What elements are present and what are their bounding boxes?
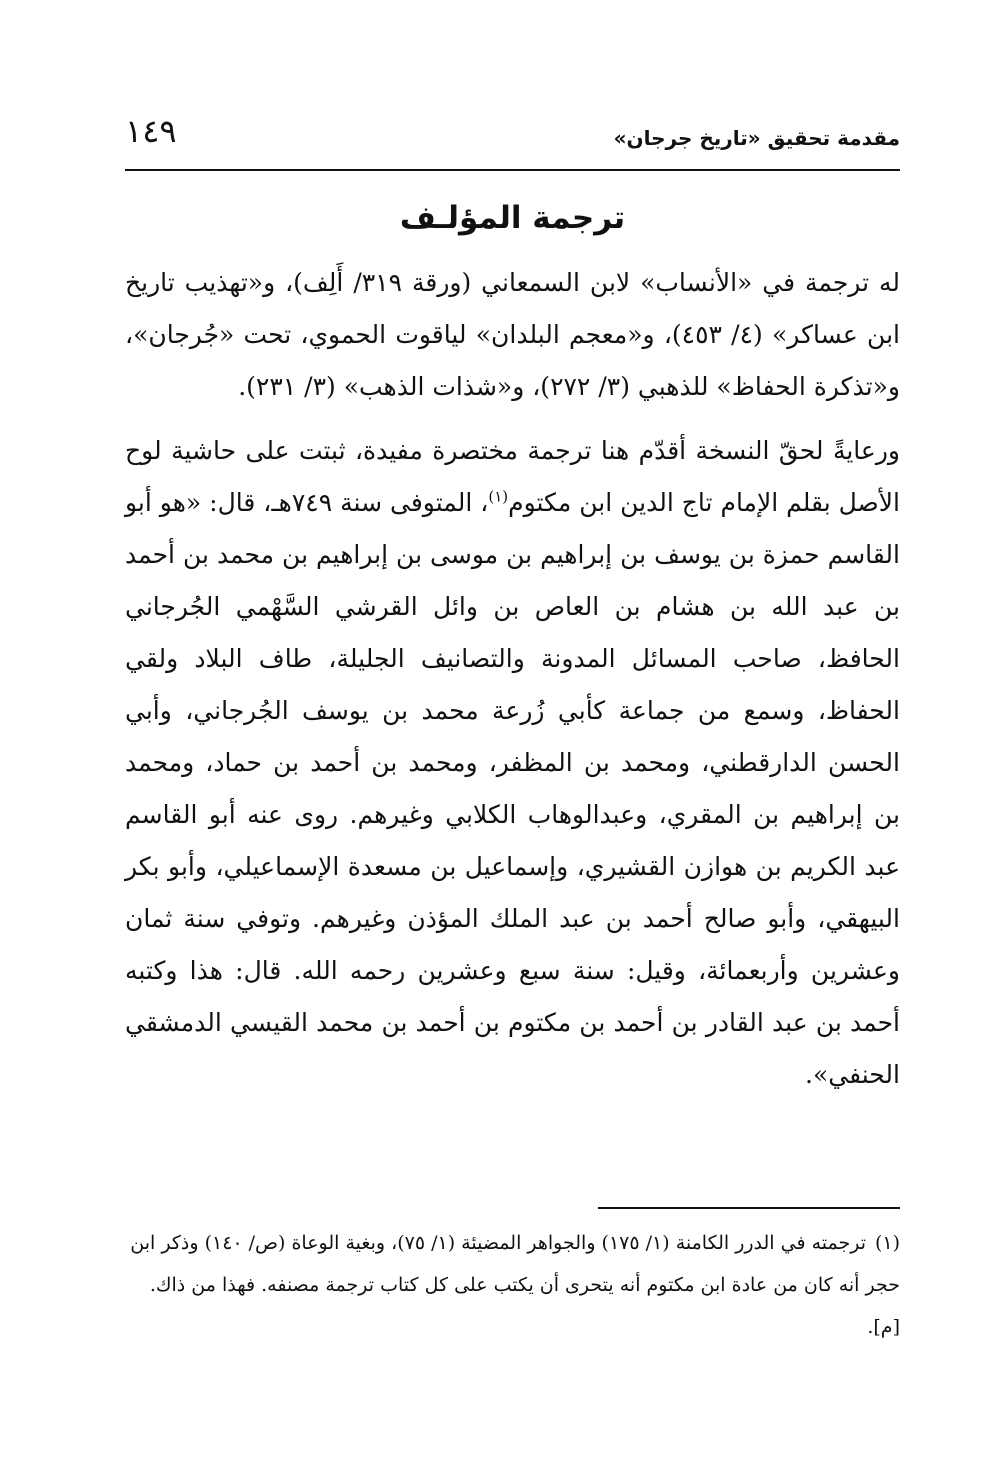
footnote-marker: (١) xyxy=(874,1232,900,1254)
footnote-reference[interactable]: (١) xyxy=(488,487,509,506)
body-text xyxy=(125,257,900,1101)
paragraph-biography xyxy=(125,425,900,1101)
running-title: مقدمة تحقيق «تاريخ جرجان» xyxy=(613,126,900,150)
page-header xyxy=(125,112,900,162)
paragraph-sources: له ترجمة في «الأنساب» لابن السمعاني (ورقة ٣١٩/ أَلِف)، و«تهذيب تاريخ ابن عساكر» (٤/ ٤٥٣)، و«معجم البلدان» لياقوت الحموي، تحت «جُرجان»، و«تذكرة الحفاظ» للذهبي (٣/ ٢٧٢)، و«شذات الذهب» (٣/ ٢٣١). xyxy=(125,268,901,401)
footnote xyxy=(125,1222,900,1348)
footnote-text: ترجمته في الدرر الكامنة (١/ ١٧٥) والجواهر المضيئة (١/ ٧٥)، وبغية الوعاة (ص/ ١٤٠) وذكر ابن حجر أنه كان من عادة ابن مكتوم أنه يتحرى أن يكتب على كل كتاب ترجمة مصنفه. فهذا من ذاك. [م]. xyxy=(130,1232,900,1338)
biography-text-rest: ، المتوفى سنة ٧٤٩هـ، قال: «هو أبو القاسم حمزة بن يوسف بن إبراهيم بن موسى بن إبراهيم بن محمد بن أحمد بن عبد الله بن هشام بن العاص بن وائل القرشي السَّهْمي الجُرجاني الحافظ، صاحب المسائل المدونة والتصانيف الجليلة، طاف البلاد ولقي الحفاظ، وسمع من جماعة كأبي زُرعة محمد بن يوسف الجُرجاني، وأبي الحسن الدارقطني، ومحمد بن المظفر، ومحمد بن أحمد بن حماد، ومحمد بن إبراهيم بن المقري، وعبدالوهاب الكلابي وغيرهم. روى عنه أبو القاسم عبد الكريم بن هوازن القشيري، وإسماعيل بن مسعدة الإسماعيلي، وأبو بكر البيهقي، وأبو صالح أحمد بن عبد الملك المؤذن وغيرهم. وتوفي سنة ثمان وعشرين وأربعمائة، وقيل: سنة سبع وعشرين رحمه الله. قال: هذا وكتبه أحمد بن عبد القادر بن أحمد بن مكتوم بن أحمد بن محمد القيسي الدمشقي الحنفي». xyxy=(125,488,900,1089)
biography-text-start: ورعايةً لحقّ النسخة أقدّم هنا ترجمة مختصرة مفيدة، ثبتت على حاشية لوح الأصل بقلم الإمام تاج الدين ابن مكتوم xyxy=(125,436,900,517)
header-divider xyxy=(125,169,900,171)
footnote-divider xyxy=(598,1207,900,1209)
page-number: ١٤٩ xyxy=(125,112,177,150)
section-title: ترجمة المؤلـف xyxy=(399,200,626,236)
